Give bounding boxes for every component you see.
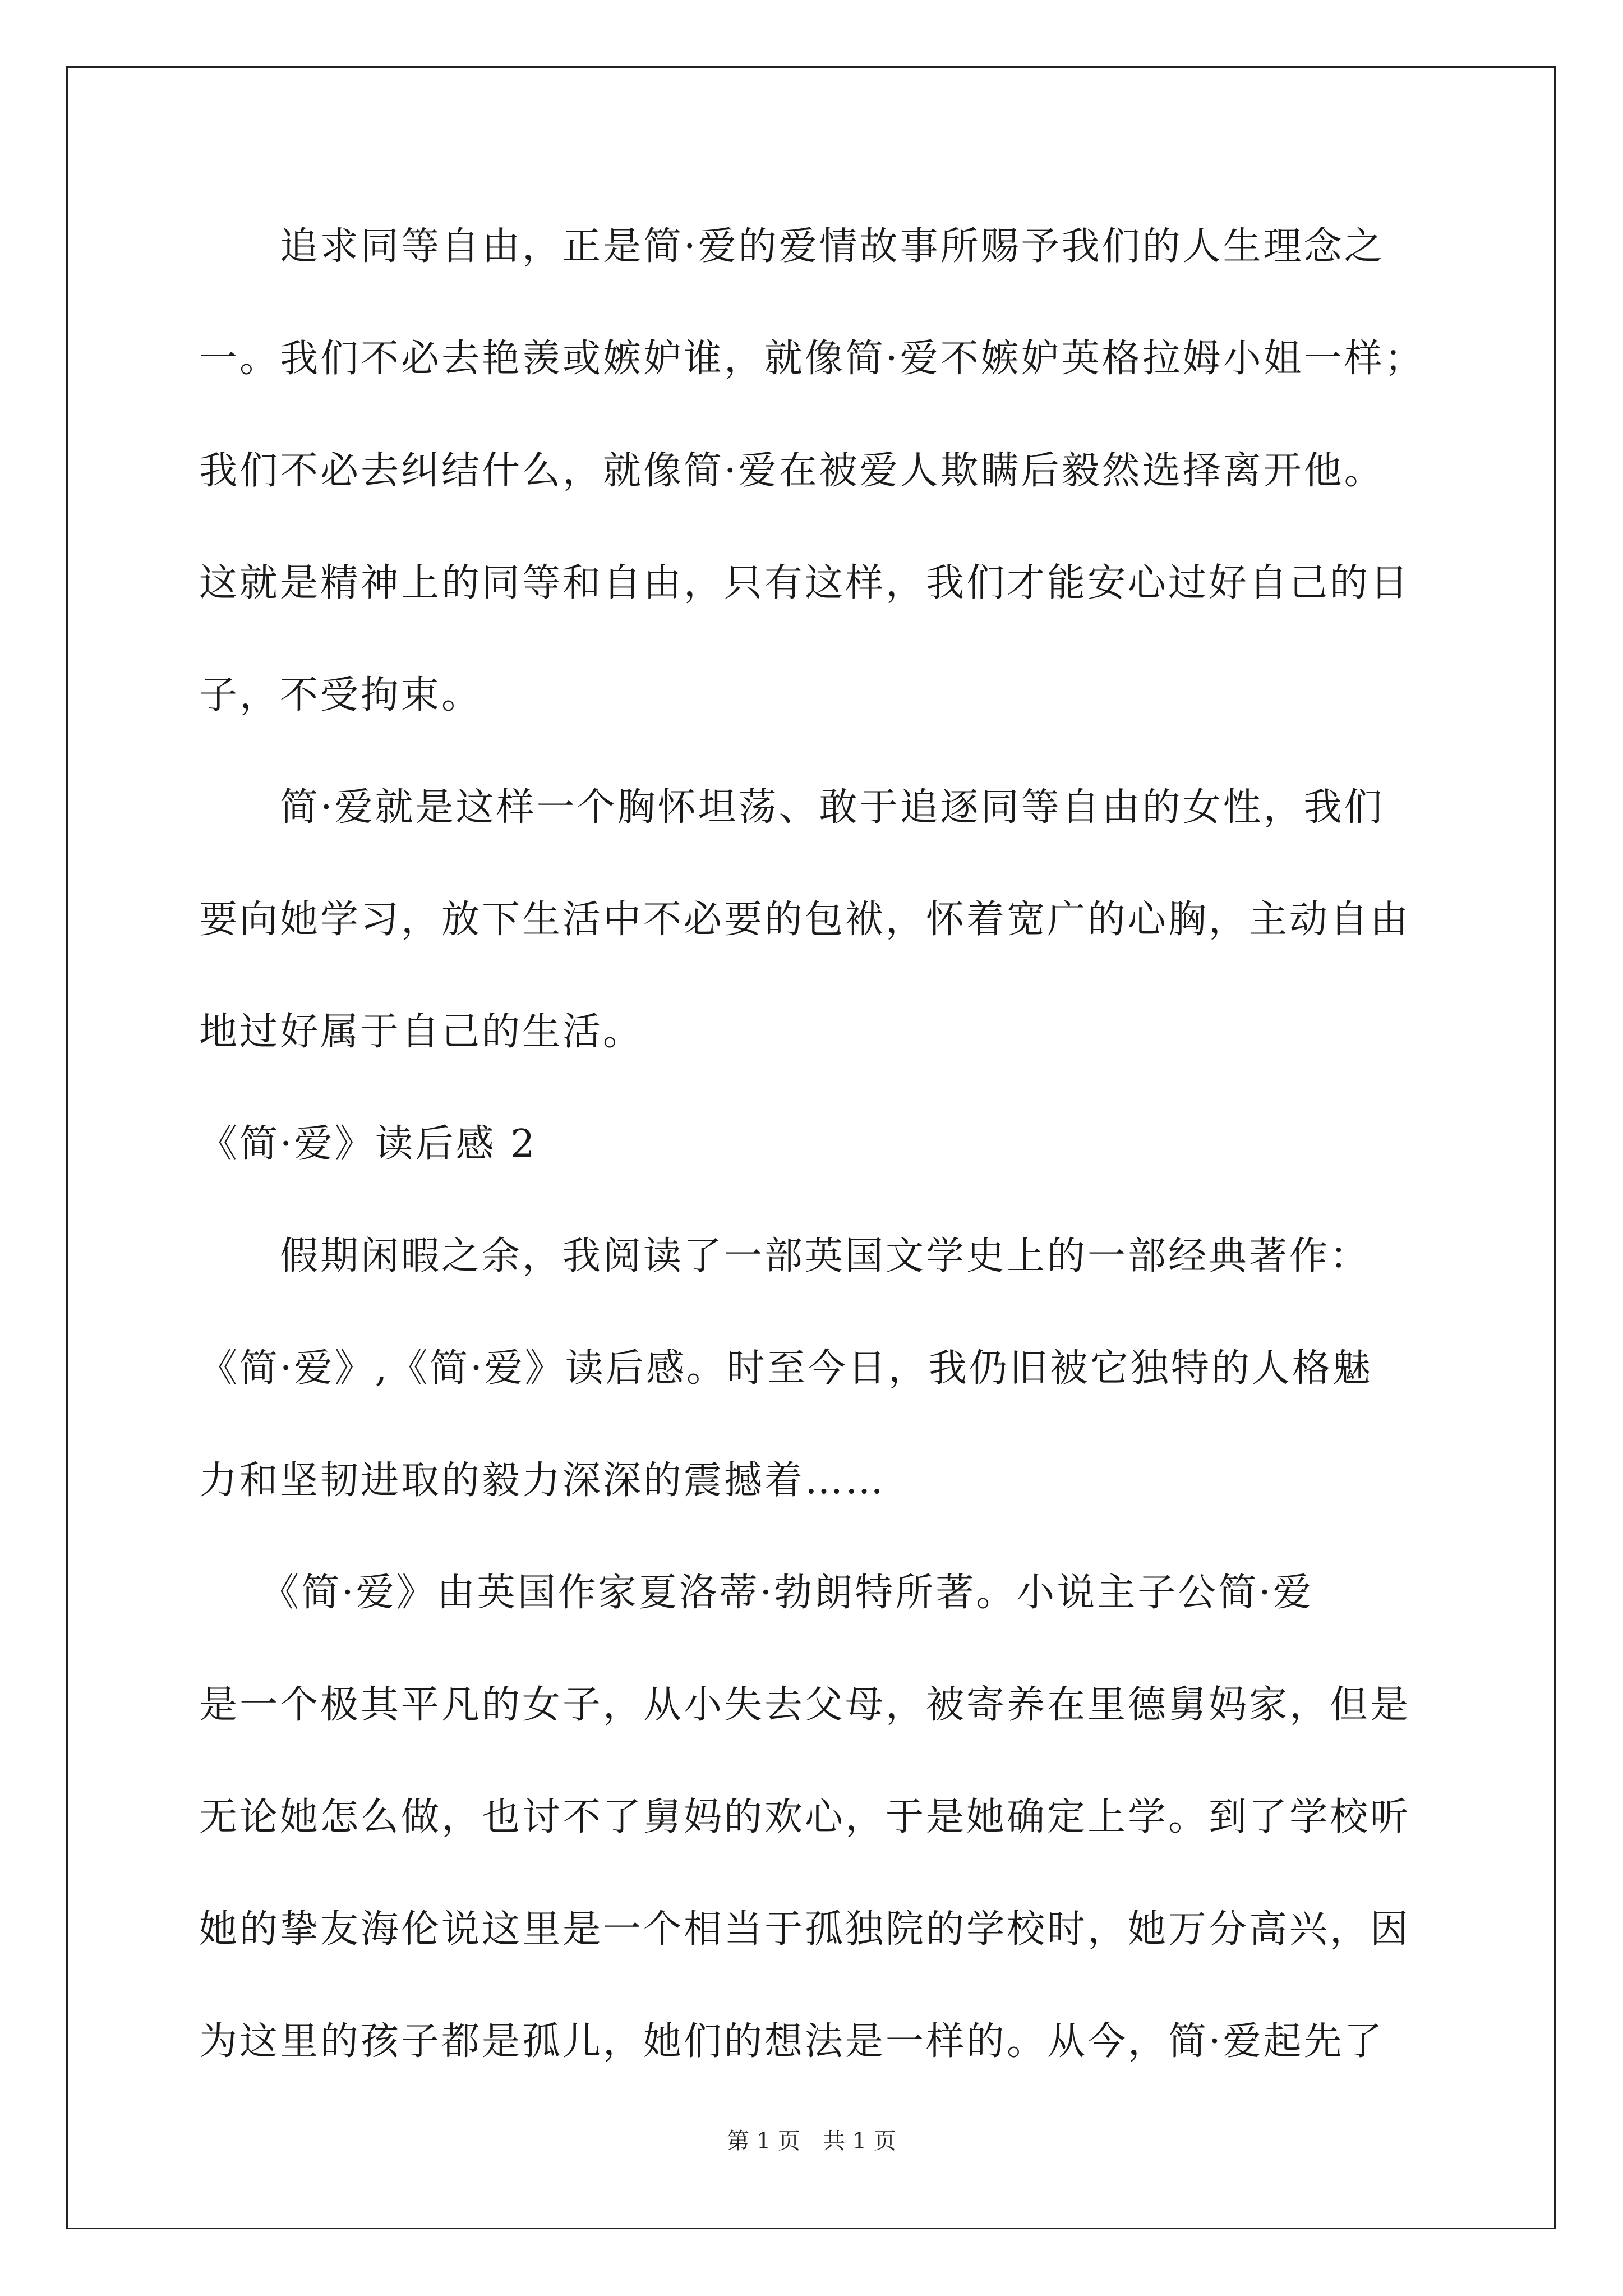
text-line: 追求同等自由，正是简·爱的爱情故事所赐予我们的人生理念之 bbox=[199, 224, 1385, 269]
section-heading: 《简·爱》读后感 2 bbox=[199, 1122, 537, 1166]
text-line: 为这里的孩子都是孤儿，她们的想法是一样的。从今，简·爱起先了 bbox=[199, 2019, 1385, 2064]
text-line: 一。我们不必去艳羡或嫉妒谁，就像简·爱不嫉妒英格拉姆小姐一样； bbox=[199, 337, 1425, 381]
text-line: 力和坚韧进取的毅力深深的震撼着…… bbox=[199, 1458, 886, 1503]
text-line: 子，不受拘束。 bbox=[199, 673, 482, 717]
text-line: 她的挚友海伦说这里是一个相当于孤独院的学校时，她万分高兴，因 bbox=[199, 1907, 1411, 1952]
text-line: 要向她学习，放下生活中不必要的包袱，怀着宽广的心胸，主动自由 bbox=[199, 898, 1411, 942]
text-line: 简·爱就是这样一个胸怀坦荡、敢于追逐同等自由的女性，我们 bbox=[199, 785, 1385, 830]
text-line: 是一个极其平凡的女子，从小失去父母，被寄养在里德舅妈家，但是 bbox=[199, 1683, 1411, 1727]
text-line: 我们不必去纠结什么，就像简·爱在被爱人欺瞒后毅然选择离开他。 bbox=[199, 449, 1385, 493]
text-line: 假期闲暇之余，我阅读了一部英国文学史上的一部经典著作： bbox=[199, 1234, 1371, 1278]
text-line: 这就是精神上的同等和自由，只有这样，我们才能安心过好自己的日 bbox=[199, 561, 1411, 605]
text-line: 无论她怎么做，也讨不了舅妈的欢心，于是她确定上学。到了学校听 bbox=[199, 1795, 1411, 1839]
text-line: 《简·爱》由英国作家夏洛蒂·勃朗特所著。小说主子公简·爱 bbox=[199, 1571, 1313, 1615]
text-line: 地过好属于自己的生活。 bbox=[199, 1010, 644, 1054]
text-line: 《简·爱》,《简·爱》读后感。时至今日，我仍旧被它独特的人格魅 bbox=[199, 1346, 1373, 1391]
page-number-footer: 第 1 页 共 1 页 bbox=[727, 2128, 896, 2154]
